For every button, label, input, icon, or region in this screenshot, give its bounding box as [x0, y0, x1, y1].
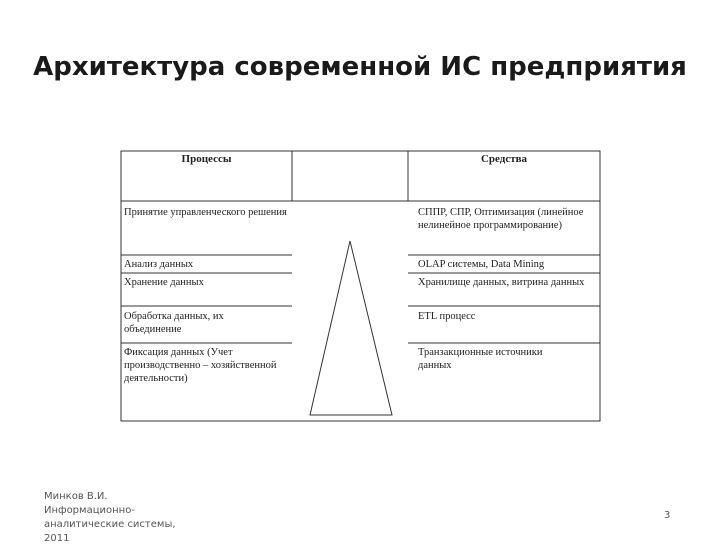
- tool-cell: OLAP системы, Data Mining: [418, 259, 545, 270]
- process-cell: Хранение данных: [124, 277, 204, 288]
- process-cell: Обработка данных, их объединение: [124, 311, 224, 335]
- tool-cell: ETL процесс: [418, 311, 476, 322]
- header-processes: Процессы: [181, 153, 232, 165]
- page-number: 3: [664, 510, 671, 521]
- tool-cell: Хранилище данных, витрина данных: [418, 277, 585, 288]
- pyramid-triangle: [310, 241, 392, 415]
- header-tools: Средства: [480, 153, 528, 165]
- tool-cell: СППР, СПР, Оптимизация (линейное нелинейное программирование): [418, 207, 584, 231]
- process-cell: Анализ данных: [124, 259, 194, 270]
- tool-cell: Транзакционные источники данных: [418, 347, 543, 371]
- process-cell: Фиксация данных (Учет производственно – хозяйственной деятельности): [124, 347, 277, 384]
- slide-title: Архитектура современной ИС предприятия: [33, 52, 687, 82]
- process-cell: Принятие управленческого решения: [124, 207, 287, 218]
- footer-text: Минков В.И. Информационно-аналитические системы, 2011: [44, 491, 176, 544]
